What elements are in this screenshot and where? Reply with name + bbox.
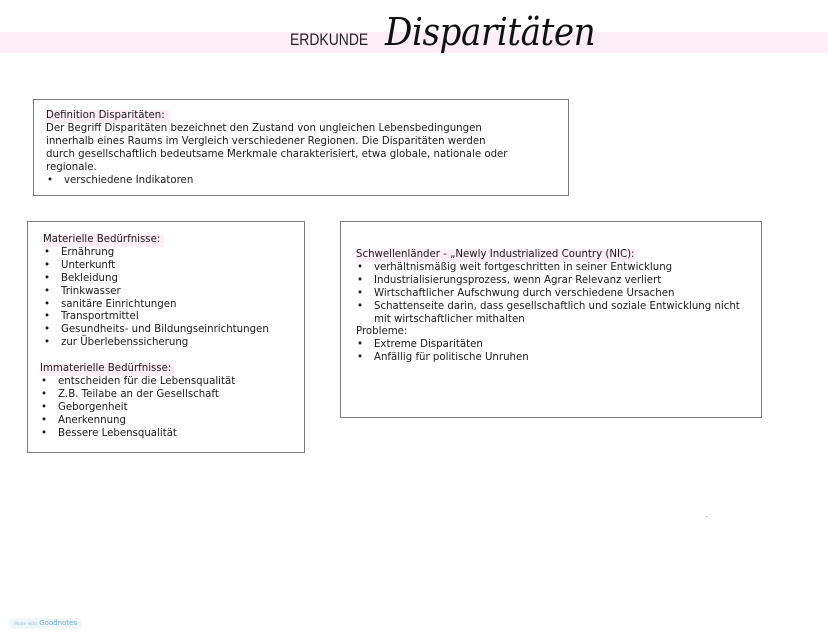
list-item-text: Wirtschaftlicher Aufschwung durch verschiedene Ursachen	[374, 287, 675, 299]
stray-pen-mark	[705, 516, 708, 517]
list-item	[40, 428, 292, 441]
list-item	[43, 247, 292, 260]
definition-line: innerhalb eines Raums im Vergleich verschiedener Regionen. Die Disparitäten werden	[46, 135, 486, 147]
bullet-icon: •	[357, 300, 364, 312]
nic-box	[340, 221, 762, 418]
bullet-icon: •	[44, 246, 51, 258]
list-item-text: Trinkwasser	[61, 285, 121, 297]
bullet-icon: •	[357, 352, 364, 364]
definition-line: durch gesellschaftlich bedeutsame Merkmale charakterisiert, etwa globale, nationale oder	[46, 148, 508, 160]
bullet-icon: •	[44, 259, 51, 271]
bullet-icon: •	[41, 388, 48, 400]
list-item	[43, 337, 292, 350]
list-item	[40, 376, 292, 389]
list-item-text: Extreme Disparitäten	[374, 339, 483, 351]
definition-line: Der Begriff Disparitäten bezeichnet den Zustand von ungleichen Lebensbedingungen	[46, 122, 482, 134]
list-item-text: Z.B. Teilabe an der Gesellschaft	[58, 388, 219, 400]
list-item-text: Transportmittel	[61, 311, 139, 323]
bullet-icon: •	[41, 401, 48, 413]
list-item-text: Anfällig für politische Unruhen	[374, 352, 529, 364]
section-spacer	[43, 350, 292, 363]
list-item	[356, 262, 749, 275]
list-item	[356, 339, 749, 352]
bullet-icon: •	[41, 376, 48, 388]
problems-list	[356, 339, 749, 365]
list-item-text: entscheiden für die Lebensqualität	[58, 376, 236, 388]
bullet-icon: •	[44, 285, 51, 297]
bullet-icon: •	[44, 298, 51, 310]
bullet-icon: •	[357, 287, 364, 299]
list-item-text: Geborgenheit	[58, 401, 128, 413]
subject-label: ERDKUNDE	[290, 30, 369, 49]
badge-prefix: Made with	[14, 622, 38, 627]
list-item	[43, 324, 292, 337]
immaterial-needs-list	[40, 376, 292, 441]
list-item-text: Anerkennung	[58, 414, 126, 426]
list-item	[40, 415, 292, 428]
bullet-icon: •	[357, 339, 364, 351]
list-item	[43, 286, 292, 299]
list-item	[43, 273, 292, 286]
list-item-text: Industrialisierungsprozess, wenn Agrar Relevanz verliert	[374, 274, 662, 286]
bullet-icon: •	[44, 272, 51, 284]
bullet-icon: •	[357, 261, 364, 273]
list-item	[43, 260, 292, 273]
bullet-icon: •	[47, 174, 54, 186]
material-needs-list	[43, 247, 292, 350]
list-item	[43, 311, 292, 324]
list-item	[40, 402, 292, 415]
badge-brand: Goodnotes	[39, 619, 78, 627]
bullet-icon: •	[44, 311, 51, 323]
list-item	[43, 299, 292, 312]
made-with-goodnotes-badge[interactable]	[9, 618, 82, 629]
immaterial-needs-heading: Immaterielle Bedürfnisse:	[40, 363, 175, 376]
material-needs-heading: Materielle Bedürfnisse:	[43, 234, 164, 247]
list-item-text: zur Überlebenssicherung	[61, 337, 189, 349]
bullet-icon: •	[357, 274, 364, 286]
problems-heading: Probleme:	[356, 326, 408, 338]
list-item	[356, 275, 749, 288]
nic-list	[356, 262, 749, 327]
list-item	[40, 389, 292, 402]
list-item-text: Gesundheits- und Bildungseinrichtungen	[61, 324, 269, 336]
list-item-text: Ernährung	[61, 246, 115, 258]
bullet-icon: •	[41, 414, 48, 426]
list-item-text: Schattenseite darin, dass gesellschaftlich und soziale Entwicklung nicht mit wirtschaftlicher mithalten	[374, 300, 740, 325]
list-item-text: verschiedene Indikatoren	[64, 174, 194, 186]
list-item	[356, 301, 749, 327]
bullet-icon: •	[44, 337, 51, 349]
list-item-text: Bekleidung	[61, 272, 118, 284]
page-title: Disparitäten	[385, 10, 596, 54]
needs-box	[27, 221, 305, 453]
list-item-text: sanitäre Einrichtungen	[61, 298, 177, 310]
bullet-icon: •	[44, 324, 51, 336]
list-item-text: Unterkunft	[61, 259, 116, 271]
list-item	[46, 175, 556, 188]
list-item	[356, 352, 749, 365]
list-item-text: verhältnismäßig weit fortgeschritten in seiner Entwicklung	[374, 261, 673, 273]
list-item	[356, 288, 749, 301]
definition-box	[33, 99, 569, 196]
definition-bullet-list	[46, 175, 556, 188]
definition-heading: Definition Disparitäten:	[46, 110, 169, 123]
bullet-icon: •	[41, 427, 48, 439]
definition-line: regionale.	[46, 161, 97, 173]
nic-heading: Schwellenländer - „Newly Industrialized Country (NIC):	[356, 249, 638, 262]
list-item-text: Bessere Lebensqualität	[58, 427, 177, 439]
